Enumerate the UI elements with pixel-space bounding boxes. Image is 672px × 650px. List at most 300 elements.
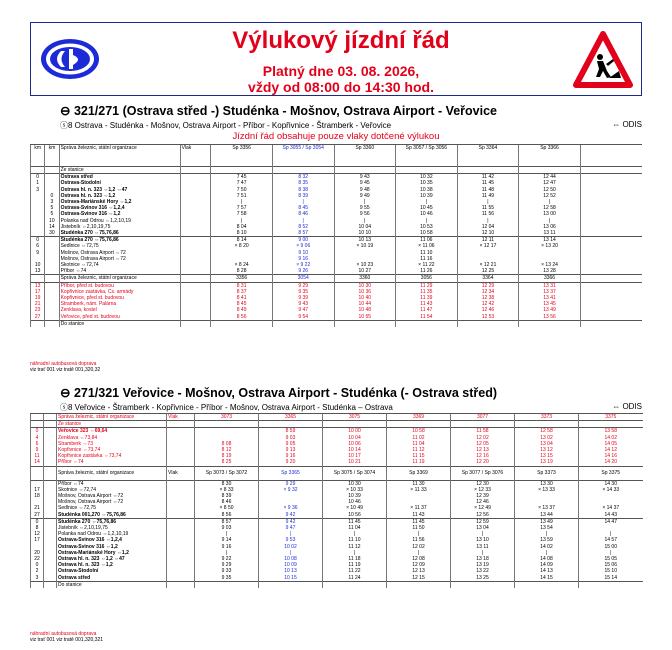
time-cell: 8 31 [211,282,273,289]
time-cell: 10 09 [259,562,323,568]
time-cell: 12 42 [457,301,519,307]
km-cell: 9 [31,447,44,453]
km-cell [31,230,45,237]
km-cell: 23 [31,307,45,313]
station-name: Skotnice ⇔72,74 [57,487,167,493]
time-cell: 12 56 [451,512,515,519]
table-row [31,167,643,174]
time-cell: 10 30 [323,480,387,487]
time-cell: 12 25 [457,268,519,275]
line-title-2: ⊖ 271/321 Veřovice - Mošnov, Ostrava Airport - Studénka (- Ostrava střed) [60,386,498,400]
time-cell: 11 19 [387,459,451,466]
validity-date: Platný dne 03. 08. 2026, [262,63,420,79]
time-cell: 12 58 [519,205,581,211]
table-row [31,480,643,487]
time-cell: 11 04 [323,525,387,531]
km-cell: 6 [31,441,44,447]
time-cell: 10 08 [259,556,323,562]
station-name: Příbor ⇔74 [59,268,180,275]
time-cell: | [195,531,259,537]
km-cell: 19 [31,295,45,301]
time-cell: 9 49 [334,193,396,199]
time-cell: 12 29 [457,282,519,289]
km-cell: 8 [31,525,44,531]
time-cell: 8 39 [272,193,334,199]
table-row [31,320,643,327]
time-cell: 8 04 [211,224,273,230]
time-cell: 14 02 [515,544,579,550]
blank-cell [580,174,642,181]
time-cell: 11 54 [396,314,458,321]
station-name: Ostrava hl. n. 323 ⇔1,2 [57,562,167,568]
time-cell: 11 30 [387,480,451,487]
time-cell: | [259,550,323,556]
time-cell: 9 55 [334,205,396,211]
line-subtitle-1: ⓢ8 Ostrava - Studénka - Mošnov, Ostrava Airport - Příbor - Kopřivnice - Štramberk - Veřovice [60,121,392,130]
station-name: Ostrava-Mariánské Hory ⇔1,2 [59,199,180,205]
time-cell: 12 20 [451,459,515,466]
time-cell: 3356 [211,275,273,282]
km-cell: 4 [31,435,44,441]
time-cell: 9 10 [272,250,334,256]
km2-cell [45,314,59,321]
blank-cell [167,581,195,588]
km-cell: 0 [31,174,45,181]
time-cell: 9 39 [272,295,334,301]
station-name: Ostrava-Svinov 316 ⇔1,2,4 [57,537,167,543]
odis-label-2: ⇔ ODIS [612,402,642,411]
blank-cell [167,575,195,582]
station-name: Veřovice 323 ⇔69,64 [57,428,167,435]
time-cell: 8 56 [211,314,273,321]
time-cell: 10 46 [323,499,387,505]
time-cell: 10 10 [334,230,396,237]
station-name: Sedlnice ⇔72,75 [57,505,167,511]
train-number: 3375 [579,414,643,421]
time-cell: 12 30 [451,480,515,487]
time-cell: 9 42 [259,512,323,519]
time-cell: 12 58 [515,428,579,435]
time-cell: 13 11 [451,544,515,550]
km-cell: 13 [31,268,45,275]
time-cell: 8 56 [195,512,259,519]
train-number: Sp 3375 [579,466,643,480]
km-cell [31,466,44,480]
time-cell: 8 38 [272,187,334,193]
time-cell: | [515,531,579,537]
station-name: Ženklava, kostel [59,307,180,313]
time-cell: 12 46 [451,499,515,505]
blank-cell [167,428,195,435]
km-cell: 21 [31,301,45,307]
time-cell: 11 43 [396,301,458,307]
train-number: Sp 3073 / Sp 3072 [195,466,259,480]
km-header: km [31,145,45,167]
time-cell: 11 12 [323,544,387,550]
time-cell: × 13 33 [515,487,579,493]
time-cell: 8 28 [211,268,273,275]
train-number: 3077 [451,414,515,421]
station-name: Jistebník ⇔2,10,19,75 [57,525,167,531]
km-cell: 21 [31,505,44,511]
time-cell: 15 10 [579,568,643,574]
time-cell: | [451,550,515,556]
time-cell: 9 43 [334,174,396,181]
time-cell: 9 03 [259,435,323,441]
blank-cell [180,314,211,321]
time-cell: 10 40 [334,295,396,301]
legend-bus: náhradní autobusová doprava [30,361,97,367]
page-title: Výlukový jízdní řád [232,27,450,54]
time-cell: 8 49 [211,307,273,313]
time-cell: 12 47 [519,180,581,186]
time-cell: 8 12 [195,447,259,453]
station-name: Sedlnice ⇔72,75 [59,243,180,249]
time-cell: 11 49 [457,193,519,199]
time-cell: 8 45 [272,205,334,211]
blank-cell [180,230,211,237]
time-cell [457,320,519,327]
train-number: 3369 [387,414,451,421]
time-cell [519,167,581,174]
station-name: Polanka nad Odrou ⇔1,2,10,19 [59,218,180,224]
time-cell: 14 16 [579,453,643,459]
time-cell: 13 54 [515,525,579,531]
time-cell: 12 50 [519,187,581,193]
blank-cell [180,275,211,282]
header-box [30,22,642,96]
time-cell: 14 47 [579,518,643,525]
time-cell: × 9 36 [259,505,323,511]
km2-cell [44,466,57,480]
time-cell: 13 28 [519,268,581,275]
km-cell [31,275,45,282]
time-cell: 11 02 [387,435,451,441]
time-cell [515,581,579,588]
station-name: Příbor ⇔74 [57,480,167,487]
timetable-2 [30,413,643,588]
km-cell: 0 [31,237,45,244]
km-cell: 0 [31,562,44,568]
time-cell: 9 16 [272,256,334,262]
train-4: Sp 3057 / Sp 3056 [396,145,458,167]
station-name: Ostrava-Stodolní [59,180,180,186]
station-name: Kopřivnice, před st. budovou [59,295,180,301]
time-cell: 10 14 [323,447,387,453]
time-cell: 10 21 [323,459,387,466]
km-cell: 2 [31,568,44,574]
time-cell: 9 42 [259,518,323,525]
time-cell [457,167,519,174]
station-name: Ostrava-Svinov 316 ⇔1,2 [59,211,180,217]
km-cell: 27 [31,314,45,321]
time-cell: 9 45 [334,180,396,186]
time-cell: 3360 [334,275,396,282]
table-row [31,230,643,237]
notice-text: Jízdní řád obsahuje pouze vlaky dotčené výlukou [232,131,440,142]
time-cell: 10 35 [396,180,458,186]
time-cell: 8 14 [211,237,273,244]
time-cell: 11 10 [323,537,387,543]
station-name: Ze stanice [57,421,167,428]
time-cell: 13 45 [519,301,581,307]
km2-cell [45,237,59,244]
km2-cell [44,414,57,421]
time-cell: 10 27 [334,268,396,275]
time-cell: 13 18 [451,556,515,562]
legend-lines-2: viz trať 001 viz tratě 001,320,321 [30,637,104,643]
time-cell: 9 33 [195,568,259,574]
time-cell: 13 58 [579,428,643,435]
time-cell: × 11 22 [396,262,458,268]
km2-cell [45,167,59,174]
time-cell: 9 13 [259,447,323,453]
time-cell: 12 39 [451,493,515,499]
time-cell: × 8 24 [211,262,273,268]
time-cell: 7 51 [211,193,273,199]
train-number: 3075 [323,414,387,421]
time-cell: | [396,218,458,224]
time-cell: 10 13 [259,568,323,574]
train-number: Sp 3077 / Sp 3076 [451,466,515,480]
train-number: 3373 [515,414,579,421]
time-cell: × 8 20 [211,243,273,249]
time-cell: 15 14 [579,575,643,582]
time-cell: | [579,531,643,537]
train-header: Vlak [167,414,195,421]
station-name: Do stanice [59,320,180,327]
km2-cell [45,275,59,282]
time-cell: 7 57 [211,205,273,211]
time-cell: 8 57 [272,230,334,237]
time-cell: 11 04 [387,441,451,447]
train-number: 3073 [195,414,259,421]
time-cell: 3056 [396,275,458,282]
time-cell [396,320,458,327]
time-cell: 10 46 [396,211,458,217]
km-cell: 9 [31,250,45,256]
time-cell [515,421,579,428]
station-name: Studénka 270 ⇔75,76,86 [59,237,180,244]
time-cell: 11 06 [396,237,458,244]
timetable-1 [30,144,642,327]
time-cell: | [259,531,323,537]
time-cell: 12 02 [387,544,451,550]
km2-cell [44,575,57,582]
time-cell [451,581,515,588]
km2-cell: 5 [45,211,59,217]
time-cell: 11 10 [396,250,458,256]
station-name: Studénka 001,270 ⇔75,76,86 [57,512,167,519]
time-cell: 12 11 [457,237,519,244]
operator-header: Správa železnic, státní organizace [57,466,167,480]
blank-cell [580,314,642,321]
station-name: Skotnice ⇔72,74 [59,262,180,268]
station-name: Ostrava hl. n. 323 ⇔1,2 ⇔47 [57,556,167,562]
km2-cell: 30 [45,230,59,237]
km2-cell [44,518,57,525]
time-cell: × 12 49 [451,505,515,511]
time-cell: | [211,218,273,224]
train-number: Sp 3373 [515,466,579,480]
km2-cell [45,174,59,181]
station-name: Veřovice, před st. budovou [59,314,180,321]
time-cell: 8 57 [195,518,259,525]
time-cell: × 10 23 [334,262,396,268]
time-cell: 10 53 [396,224,458,230]
time-cell: 12 52 [519,193,581,199]
time-cell: 13 06 [519,224,581,230]
station-name: Ostrava-Svinov 316 ⇔1,2,4 [59,205,180,211]
time-cell [396,167,458,174]
train-header: Vlak [180,145,211,167]
time-cell: 14 09 [515,562,579,568]
time-cell [579,581,643,588]
time-cell: 9 16 [195,544,259,550]
time-cell: × 12 17 [457,243,519,249]
time-cell: 8 59 [259,428,323,435]
time-cell: | [272,218,334,224]
time-cell: 11 47 [396,307,458,313]
blank-cell [580,320,642,327]
time-cell: 11 24 [323,575,387,582]
time-cell [334,167,396,174]
time-cell: 13 00 [519,211,581,217]
time-cell: | [457,218,519,224]
time-cell: 13 37 [519,289,581,295]
time-cell [259,421,323,428]
blank-cell [180,282,211,289]
time-cell: 8 41 [211,295,273,301]
station-name: Příbor, před st. budovou [59,282,180,289]
km2-cell [44,480,57,487]
time-cell: 8 10 [211,230,273,237]
time-cell: 9 03 [195,525,259,531]
time-cell: 13 04 [515,441,579,447]
time-cell: 13 49 [519,307,581,313]
km-cell: 1 [31,180,45,186]
time-cell: 11 12 [387,447,451,453]
time-cell: × 12 33 [451,487,515,493]
time-cell: 13 02 [515,435,579,441]
time-cell: × 8 50 [195,505,259,511]
time-cell: 12 02 [451,435,515,441]
time-cell: × 9 06 [272,243,334,249]
time-cell: | [519,218,581,224]
blank-cell [580,282,642,289]
time-cell: 10 30 [334,282,396,289]
km-cell: 17 [31,289,45,295]
blank-cell [180,174,211,181]
station-name: Štramberk, nám. Palárna [59,301,180,307]
line-subtitle-2: ⓢ8 Veřovice - Štramberk - Kopřivnice - Příbor - Mošnov, Ostrava Airport - Studénka – Ostrava [60,403,393,412]
time-cell: 11 50 [387,525,451,531]
time-cell: × 10 33 [323,487,387,493]
time-cell: 11 42 [457,174,519,181]
time-cell: 9 20 [259,459,323,466]
time-cell: 10 00 [323,428,387,435]
time-cell: | [334,199,396,205]
time-cell: 7 47 [211,180,273,186]
table-row [31,275,643,282]
time-cell: | [323,550,387,556]
time-cell: 8 46 [195,499,259,505]
time-cell: 8 46 [272,211,334,217]
time-cell: 8 30 [195,480,259,487]
time-cell: 10 58 [387,428,451,435]
time-cell: 9 35 [272,289,334,295]
table-row [31,512,643,519]
time-cell: 8 52 [272,224,334,230]
time-cell: 11 18 [323,556,387,562]
table-header-row [31,145,643,167]
time-cell: 9 47 [272,307,334,313]
km-cell: 20 [31,550,44,556]
station-name: Polanka nad Odrou ⇔1,2,10,19 [57,531,167,537]
blank-cell [180,237,211,244]
time-cell [323,421,387,428]
time-cell: | [211,199,273,205]
time-cell: 9 14 [195,537,259,543]
time-cell: 13 19 [451,562,515,568]
km-cell: 22 [31,556,44,562]
time-cell: 7 50 [211,187,273,193]
time-cell: 8 37 [211,289,273,295]
blank-cell [167,459,195,466]
time-cell: 9 53 [259,537,323,543]
km2-header: km [45,145,59,167]
km2-cell [44,581,57,588]
time-cell: 9 56 [334,211,396,217]
time-cell: 8 08 [195,441,259,447]
km-cell [31,581,44,588]
time-cell: 13 30 [515,480,579,487]
station-name: Ostrava střed [57,575,167,582]
time-cell [211,167,273,174]
time-cell: × 12 21 [457,262,519,268]
station-name: Kopřivnice zastávka, Čs. armády [59,289,180,295]
table-row [31,466,643,480]
blank-cell [580,268,642,275]
table-row [31,581,643,588]
time-cell: 8 25 [195,459,259,466]
km2-cell: 14 [45,224,59,230]
km2-cell [44,428,57,435]
time-cell: 9 16 [259,453,323,459]
train-number: Sp 3365 [259,466,323,480]
km-cell [31,167,45,174]
km-cell [31,414,44,421]
time-cell: 10 44 [334,301,396,307]
time-cell: 13 10 [451,537,515,543]
time-cell: 13 56 [519,314,581,321]
station-name: Ostrava hl. n. 323 ⇔1,2 ⇔47 [59,187,180,193]
time-cell: 13 49 [515,518,579,525]
time-cell: 10 36 [334,289,396,295]
station-name: Ženklava ⇔73,84 [57,435,167,441]
table-row [31,237,643,244]
time-cell: | [451,531,515,537]
station-name: Ze stanice [59,167,180,174]
station-name: Studénka 270 ⇔75,76,86 [59,230,180,237]
blank-cell [180,268,211,275]
km-cell: 3 [31,187,45,193]
time-cell: 3054 [272,275,334,282]
time-cell: 15 05 [579,556,643,562]
time-cell: 12 10 [457,230,519,237]
time-cell: 8 45 [211,301,273,307]
time-cell: 10 02 [259,544,323,550]
